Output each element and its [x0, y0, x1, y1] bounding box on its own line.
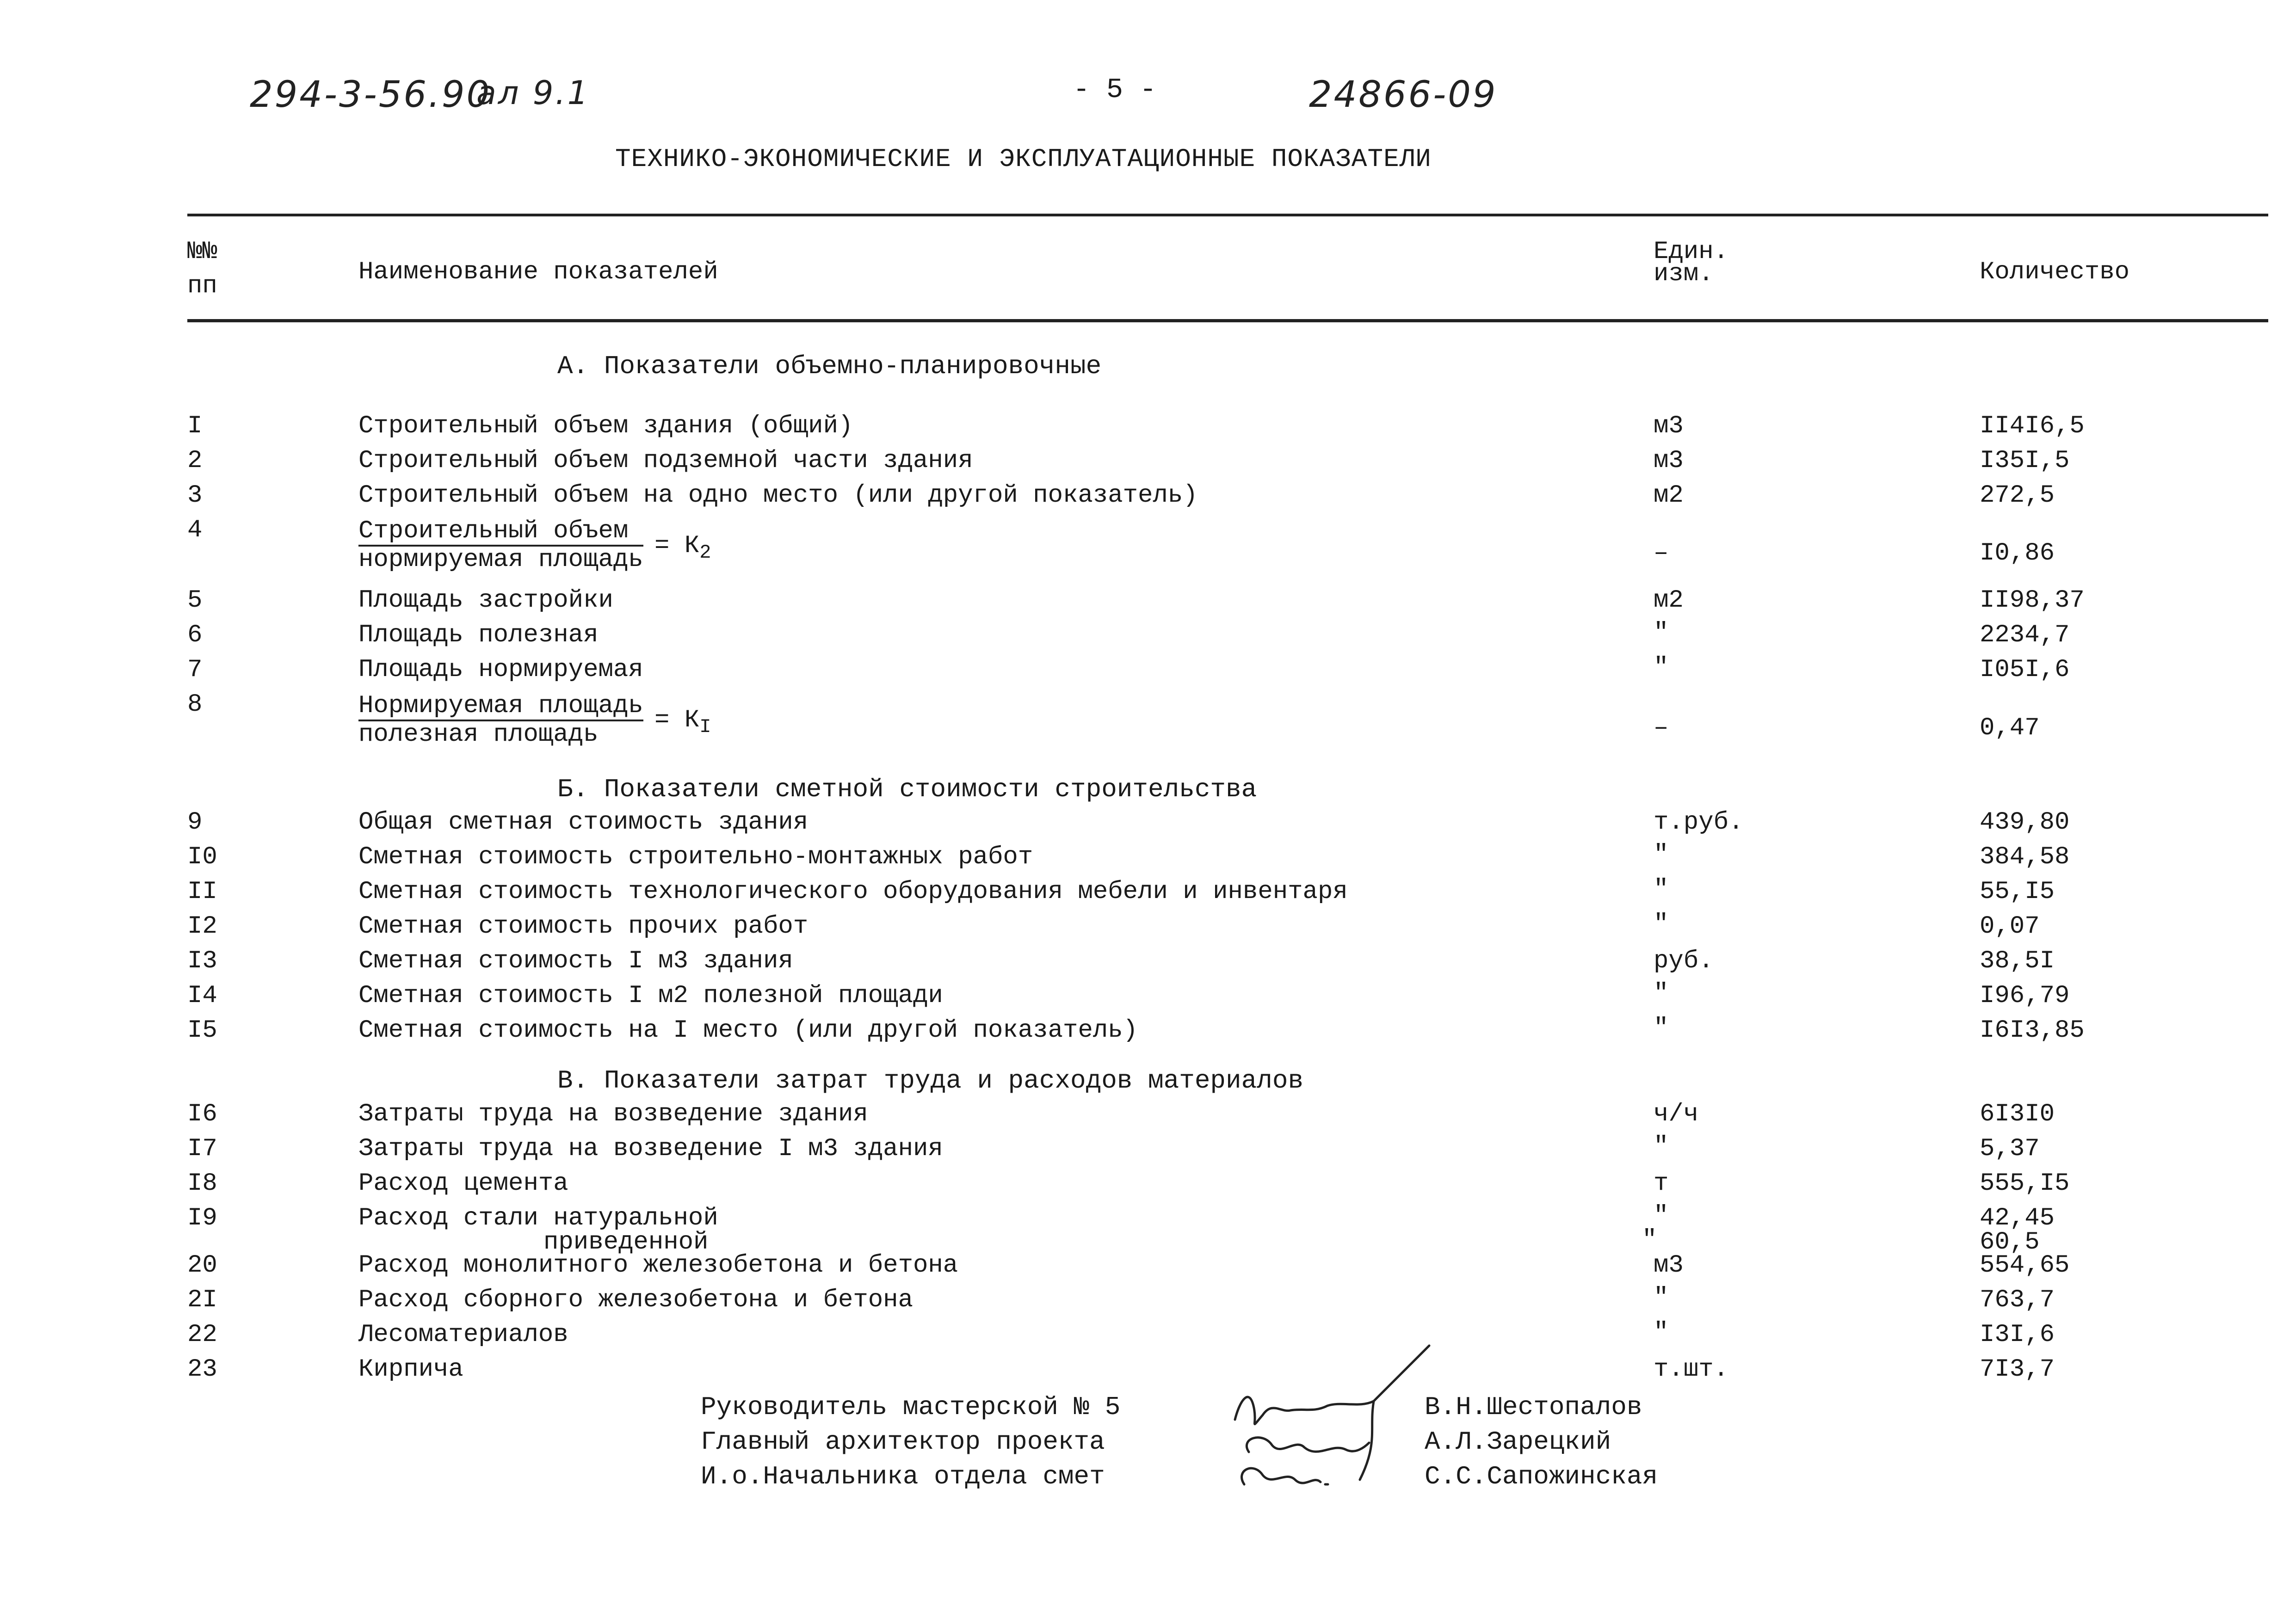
row-number: I4	[187, 982, 217, 1010]
row-unit: "	[1654, 1014, 1669, 1042]
coefficient-k1	[654, 706, 711, 738]
row-name: Лесоматериалов	[358, 1321, 568, 1349]
row-unit-secondary: "	[1642, 1226, 1657, 1254]
row-name: Расход монолитного железобетона и бетона	[358, 1251, 958, 1280]
row-qty: 555,I5	[1980, 1169, 2070, 1198]
signature-role: И.о.Начальника отдела смет	[701, 1462, 1105, 1491]
page-title: ТЕХНИКО-ЭКОНОМИЧЕСКИЕ И ЭКСПЛУАТАЦИОННЫЕ ПОКАЗАТЕЛИ	[615, 144, 1432, 174]
header-rule-top	[187, 214, 2268, 216]
row-name: Строительный объем подземной части здания	[358, 447, 973, 475]
row-unit: "	[1654, 653, 1669, 682]
signature-role: Руководитель мастерской № 5	[701, 1392, 1121, 1422]
row-number: I6	[187, 1100, 217, 1128]
row-name: Сметная стоимость I м2 полезной площади	[358, 982, 943, 1010]
col-name-header: Наименование показателей	[358, 258, 718, 286]
row-name: Сметная стоимость технологического оборудования мебели и инвентаря	[358, 878, 1348, 906]
row-qty: 5,37	[1980, 1135, 2040, 1163]
row-fraction	[358, 519, 643, 572]
row-number: 7	[187, 656, 203, 684]
row-qty-secondary: 60,5	[1980, 1228, 2040, 1256]
row-unit: "	[1654, 979, 1669, 1008]
row-qty: I0,86	[1980, 539, 2055, 567]
row-name: Площадь нормируемая	[358, 656, 643, 684]
row-number: I9	[187, 1204, 217, 1232]
row-unit: –	[1654, 539, 1669, 567]
row-unit: м3	[1654, 1251, 1684, 1280]
row-qty: 439,80	[1980, 808, 2070, 837]
row-name: Сметная стоимость на I место (или другой показатель)	[358, 1016, 1138, 1045]
signature-role: Главный архитектор проекта	[701, 1427, 1105, 1457]
row-number: I3	[187, 947, 217, 975]
row-name: Сметная стоимость I м3 здания	[358, 947, 793, 975]
row-qty: I6I3,85	[1980, 1016, 2085, 1045]
row-number: I8	[187, 1169, 217, 1198]
row-unit: "	[1654, 1318, 1669, 1347]
row-number: 20	[187, 1251, 217, 1280]
row-name: Расход стали натуральной	[358, 1204, 718, 1232]
fraction-numerator: Строительный объем	[358, 519, 643, 547]
col-num-line2: пп	[187, 272, 217, 300]
signatory-name: С.С.Сапожинская	[1425, 1462, 1658, 1491]
row-unit: м3	[1654, 412, 1684, 440]
col-num-line1: №№	[187, 238, 217, 266]
row-unit: "	[1654, 841, 1669, 869]
row-name: Кирпича	[358, 1355, 463, 1384]
row-number: I2	[187, 912, 217, 941]
row-number: I0	[187, 843, 217, 871]
row-number: 23	[187, 1355, 217, 1384]
row-unit: "	[1654, 619, 1669, 647]
signatory-name: А.Л.Зарецкий	[1425, 1427, 1611, 1457]
section-b-title: Б. Показатели сметной стоимости строительства	[557, 775, 1257, 804]
signature-stroke	[1360, 1401, 1374, 1480]
fraction-numerator: Нормируемая площадь	[358, 694, 643, 721]
row-qty: 38,5I	[1980, 947, 2055, 975]
signature-stroke	[1235, 1346, 1429, 1424]
row-number: I	[187, 412, 203, 440]
fraction-denominator: нормируемая площадь	[358, 546, 643, 574]
row-number: I7	[187, 1135, 217, 1163]
row-name: Расход сборного железобетона и бетона	[358, 1286, 913, 1314]
row-qty: II4I6,5	[1980, 412, 2085, 440]
row-number: 2I	[187, 1286, 217, 1314]
coefficient-label: = К	[654, 706, 700, 734]
row-unit: "	[1654, 1202, 1669, 1230]
row-qty: I35I,5	[1980, 447, 2070, 475]
row-name: Площадь полезная	[358, 621, 599, 649]
col-unit-line2: изм.	[1654, 260, 1714, 288]
coefficient-subscript: I	[699, 715, 711, 738]
row-unit: "	[1654, 1132, 1669, 1161]
row-qty: 554,65	[1980, 1251, 2070, 1280]
fraction-denominator: полезная площадь	[358, 720, 599, 749]
row-qty: I05I,6	[1980, 656, 2070, 684]
row-qty: II98,37	[1980, 586, 2085, 615]
section-a-title: А. Показатели объемно-планировочные	[557, 351, 1102, 381]
row-number: 6	[187, 621, 203, 649]
row-number: 3	[187, 481, 203, 510]
row-unit: м2	[1654, 586, 1684, 615]
row-name: Площадь застройки	[358, 586, 613, 615]
row-name: Сметная стоимость прочих работ	[358, 912, 809, 941]
row-name: Затраты труда на возведение I м3 здания	[358, 1135, 943, 1163]
col-qty-header: Количество	[1980, 258, 2130, 286]
row-unit: руб.	[1654, 947, 1714, 975]
row-qty: I96,79	[1980, 982, 2070, 1010]
row-unit: "	[1654, 875, 1669, 904]
inventory-number: 24866-09	[1309, 74, 1498, 116]
coefficient-subscript: 2	[699, 541, 711, 564]
row-qty: 7I3,7	[1980, 1355, 2055, 1384]
row-number: I5	[187, 1016, 217, 1045]
page-number: - 5 -	[1073, 74, 1157, 106]
row-unit: м2	[1654, 481, 1684, 510]
row-number: II	[187, 878, 217, 906]
row-unit: м3	[1654, 447, 1684, 475]
row-number: 9	[187, 808, 203, 837]
row-number: 8	[187, 690, 203, 719]
row-number: 5	[187, 586, 203, 615]
row-qty: 6I3I0	[1980, 1100, 2055, 1128]
row-unit: т.шт.	[1654, 1355, 1729, 1384]
row-name: Строительный объем на одно место (или другой показатель)	[358, 481, 1198, 510]
row-name: Расход цемента	[358, 1169, 568, 1198]
doc-code: 294-3-56.90	[250, 74, 492, 116]
row-name: Строительный объем здания (общий)	[358, 412, 853, 440]
row-number: 22	[187, 1321, 217, 1349]
row-fraction	[358, 694, 643, 747]
col-unit-line1: Един.	[1654, 238, 1729, 266]
row-unit: –	[1654, 714, 1669, 742]
row-qty: 763,7	[1980, 1286, 2055, 1314]
section-c-title: В. Показатели затрат труда и расходов материалов	[557, 1066, 1304, 1095]
row-unit: ч/ч	[1654, 1100, 1699, 1128]
row-qty: 384,58	[1980, 843, 2070, 871]
row-name: Сметная стоимость строительно-монтажных работ	[358, 843, 1033, 871]
row-unit: т.руб.	[1654, 808, 1744, 837]
header-rule-bottom	[187, 319, 2268, 322]
album-number: ал 9.1	[476, 74, 590, 112]
row-unit: т	[1654, 1169, 1669, 1198]
row-qty: 42,45	[1980, 1204, 2055, 1232]
row-qty: 55,I5	[1980, 878, 2055, 906]
row-qty: 0,07	[1980, 912, 2040, 941]
row-qty: 272,5	[1980, 481, 2055, 510]
row-name-secondary: приведенной	[543, 1228, 709, 1256]
coefficient-label: = К	[654, 532, 700, 560]
row-name: Затраты труда на возведение здания	[358, 1100, 868, 1128]
signatory-name: В.Н.Шестопалов	[1425, 1392, 1642, 1422]
row-number: 4	[187, 516, 203, 544]
signature-stroke	[1242, 1468, 1328, 1484]
row-qty: 0,47	[1980, 714, 2040, 742]
row-unit: "	[1654, 1284, 1669, 1312]
row-unit: "	[1654, 910, 1669, 938]
signature-stroke	[1247, 1438, 1369, 1452]
row-number: 2	[187, 447, 203, 475]
row-qty: I3I,6	[1980, 1321, 2055, 1349]
coefficient-k2	[654, 532, 711, 564]
row-name: Общая сметная стоимость здания	[358, 808, 809, 837]
row-qty: 2234,7	[1980, 621, 2070, 649]
